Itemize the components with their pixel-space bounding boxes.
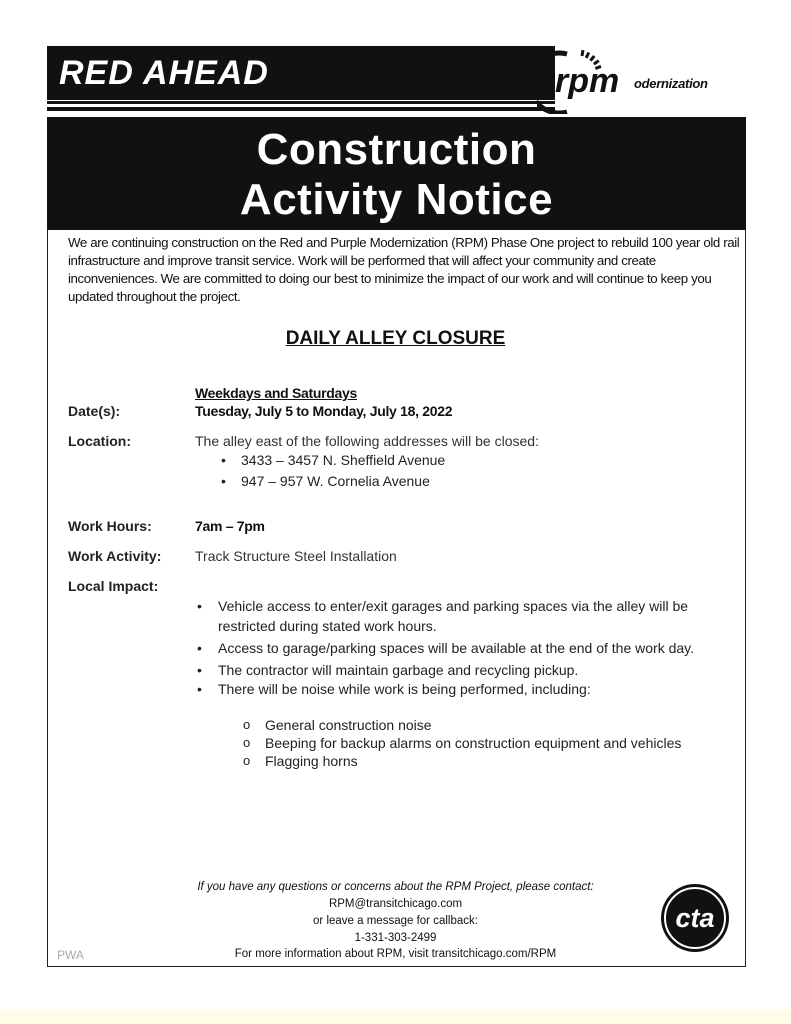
intro-paragraph: We are continuing construction on the Red and Purple Modernization (RPM) Phase One project to rebuild 100 year old rail infrastructure and improve transit service. Work will be performed that will affect your community and create inconveniences. We are committed to doing our best to minimize the impact of our work and will continue to keep you updated throughout the project. (68, 235, 740, 304)
header-rule (47, 101, 555, 104)
hours-label: Work Hours: (68, 518, 152, 534)
address-list (241, 451, 445, 493)
title-line-2: Activity Notice (239, 175, 554, 224)
banner-title: RED AHEAD (59, 54, 269, 92)
impact-list (218, 596, 728, 700)
modernization-text: odernization (634, 76, 708, 91)
dates-value: Tuesday, July 5 to Monday, July 18, 2022 (195, 403, 453, 419)
contact-prompt: If you have any questions or concerns about the RPM Project, please contact: (197, 881, 594, 893)
list-item: o Beeping for backup alarms on construction equipment and vehicles (265, 734, 681, 752)
rpm-logo-text: rpm (555, 62, 620, 100)
list-item: • There will be noise while work is being performed, including: (218, 680, 728, 698)
list-item: • Vehicle access to enter/exit garages and parking spaces via the alley will be restricted during stated work hours. (218, 596, 728, 636)
contact-email[interactable]: RPM@transitchicago.com (328, 898, 463, 910)
list-item: • 3433 – 3457 N. Sheffield Avenue (241, 451, 445, 472)
list-item: o General construction noise (265, 716, 681, 734)
activity-value: Track Structure Steel Installation (195, 548, 397, 564)
callback-note: or leave a message for callback: (313, 915, 478, 927)
location-label: Location: (68, 433, 131, 449)
cta-logo (657, 883, 733, 953)
cta-logo-icon (657, 883, 733, 953)
red-ahead-banner (47, 46, 555, 100)
list-item: • 947 – 957 W. Cornelia Avenue (241, 472, 445, 493)
hours-value: 7am – 7pm (195, 518, 265, 534)
dates-label: Date(s): (68, 403, 121, 419)
pwa-mark: PWA (57, 948, 84, 962)
list-item: • Access to garage/parking spaces will be available at the end of the work day. (218, 638, 728, 658)
section-heading: DAILY ALLEY CLOSURE (285, 328, 506, 349)
list-item: o Flagging horns (265, 752, 681, 770)
impact-label: Local Impact: (68, 578, 159, 594)
notice-title (47, 117, 746, 230)
cta-logo-text: cta (675, 903, 715, 933)
list-item: • The contractor will maintain garbage and recycling pickup. (218, 660, 728, 680)
header-rule (47, 107, 555, 111)
activity-label: Work Activity: (68, 548, 162, 564)
noise-list (265, 716, 681, 770)
more-info-link[interactable]: For more information about RPM, visit transitchicago.com/RPM (234, 948, 557, 960)
schedule-note: Weekdays and Saturdays (195, 385, 357, 401)
location-value: The alley east of the following addresses will be closed: (195, 433, 539, 449)
contact-phone[interactable]: 1-331-303-2499 (354, 932, 437, 944)
rpm-modernization-logo (537, 46, 742, 114)
title-line-1: Construction (256, 125, 537, 174)
